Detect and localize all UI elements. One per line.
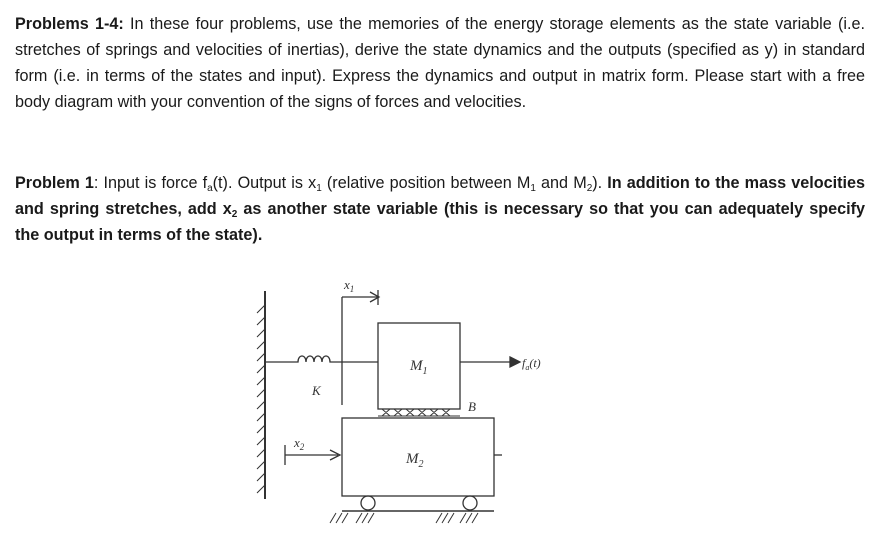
- wheel: [361, 496, 375, 510]
- wall-hatch: [257, 305, 265, 493]
- problem1-paragraph: Problem 1: Input is force $f_a(t)$. Output is $x_1$ (relative position between $M_1$ and $M_2$). In addition to the mass velocities and spring stretches, add $x_2$ as another state variable (this is necessary so that you can adequately specify the output in terms of the state).: [15, 174, 865, 244]
- intro-heading: Problems 1-4:: [15, 15, 124, 33]
- intro-text: In these four problems, use the memories of the energy storage elements as the state variable (i.e. stretches of springs and velocities of inertias), derive the state dynamics and the outputs (specified as y) in standard form (i.e. in terms of the states and input). Express the dynamics and output in matrix form. Please start with a free body diagram with your convention of the signs of forces and velocities.: [15, 15, 865, 111]
- spring-k: [265, 356, 378, 362]
- label-m2: $M_2$: [406, 451, 424, 470]
- label-m1: $M_1$: [410, 358, 428, 377]
- wheel: [463, 496, 477, 510]
- problem1-bold-instruction: In addition to the mass velocities and spring stretches, add $x_2$ as another state variable (this is necessary so that you can adequately specify the output in terms of the state).: [15, 174, 865, 244]
- problem1-heading: Problem 1: [15, 174, 94, 192]
- label-fa: $f_a(t)$: [522, 356, 541, 372]
- damper-b: [378, 409, 460, 416]
- label-x1: $x_1$: [344, 277, 355, 294]
- mechanical-system-figure: [230, 255, 630, 533]
- ground-hatch: [330, 513, 478, 523]
- label-b: B: [468, 399, 476, 414]
- label-k: K: [312, 383, 321, 398]
- intro-paragraph: [15, 11, 865, 115]
- label-x2: $x_2$: [294, 435, 305, 452]
